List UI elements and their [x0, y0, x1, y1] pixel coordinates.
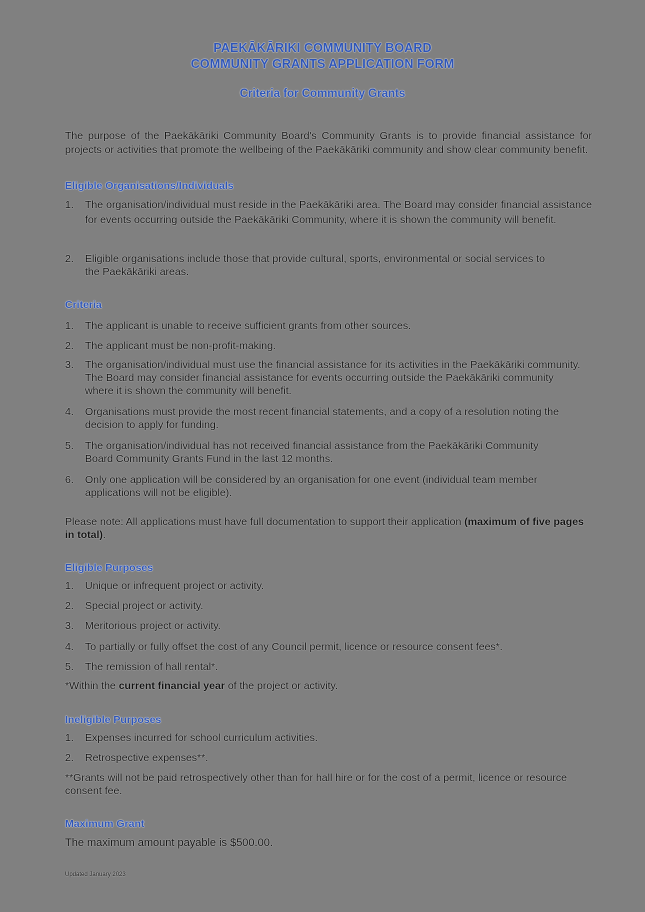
subtitle: Criteria for Community Grants: [239, 88, 406, 100]
item-text: Organisations must provide the most recent financial statements, and a copy of a resolution noting the decision to apply for funding.: [85, 406, 559, 431]
list-item: [65, 359, 592, 398]
item-text: To partially or fully offset the cost of any Council permit, licence or resource consent fees*.: [85, 641, 503, 653]
item-number: 2.: [65, 600, 74, 612]
heading-eligible-organisations: Eligible Organisations/Individuals: [65, 180, 234, 192]
item-number: 1.: [65, 320, 74, 332]
list-item: [65, 661, 592, 674]
note-emphasis: (maximum of five pages in total): [65, 516, 584, 541]
item-text: Meritorious project or activity.: [85, 620, 221, 632]
item-text: Expenses incurred for school curriculum activities.: [85, 732, 318, 744]
item-number: 2.: [65, 340, 74, 352]
item-number: 2.: [65, 253, 74, 265]
item-text: The applicant must be non-profit-making.: [85, 340, 276, 352]
item-text: Only one application will be considered by an organisation for one event (individual team member applications will not be eligible).: [85, 474, 538, 499]
title-line-2: COMMUNITY GRANTS APPLICATION FORM: [190, 57, 455, 71]
eligible-purposes-footnote: [65, 680, 592, 693]
item-text: The remission of hall rental*.: [85, 661, 219, 673]
item-text: The applicant is unable to receive sufficient grants from other sources.: [85, 320, 412, 332]
item-number: 6.: [65, 474, 74, 486]
item-text: Special project or activity.: [85, 600, 204, 612]
list-item: [65, 600, 592, 613]
list-item: [65, 198, 592, 227]
item-text: Retrospective expenses**.: [85, 752, 209, 764]
list-item: [65, 620, 592, 633]
footnote-emphasis: current financial year: [118, 680, 225, 692]
heading-eligible-purposes: Eligible Purposes: [65, 562, 154, 574]
list-item: [65, 732, 592, 745]
footnote-text: *Within the: [65, 680, 119, 692]
item-number: 5.: [65, 661, 74, 673]
list-item: [65, 474, 592, 500]
item-number: 2.: [65, 752, 74, 764]
note-suffix: .: [102, 529, 106, 541]
item-number: 4.: [65, 406, 74, 418]
item-number: 4.: [65, 641, 74, 653]
title-line-1: PAEKĀKĀRIKI COMMUNITY BOARD: [213, 41, 432, 55]
list-item: [65, 320, 592, 333]
heading-criteria: Criteria: [65, 299, 102, 311]
note-text: Please note: All applications must have full documentation to support their application: [65, 516, 465, 528]
intro-paragraph: The purpose of the Paekākāriki Community Board's Community Grants is to provide financial assistance for projects or activities that promote the wellbeing of the Paekākāriki community and show clear community benefit.: [65, 130, 592, 156]
item-number: 1.: [65, 199, 74, 211]
list-item: [65, 253, 592, 279]
item-number: 3.: [65, 620, 74, 632]
list-item: [65, 440, 592, 466]
item-number: 5.: [65, 440, 74, 452]
item-number: 1.: [65, 732, 74, 744]
item-text: Eligible organisations include those that provide cultural, sports, environmental or social services to the Paekākāriki areas.: [85, 253, 545, 278]
item-number: 1.: [65, 580, 74, 592]
list-item: [65, 580, 592, 593]
item-text: Unique or infrequent project or activity.: [85, 580, 264, 592]
documentation-note: [65, 516, 585, 542]
item-text: The organisation/individual must reside in the Paekākāriki area. The Board may consider financial assistance for events occurring outside the Paekākāriki Community, where it is shown the community will benefit.: [85, 199, 592, 226]
maximum-grant-text: The maximum amount payable is $500.00.: [65, 837, 273, 849]
heading-maximum-grant: Maximum Grant: [65, 818, 145, 830]
list-item: [65, 406, 592, 432]
heading-ineligible-purposes: Ineligible Purposes: [65, 714, 162, 726]
ineligible-purposes-footnote: **Grants will not be paid retrospectively other than for hall hire or for the cost of a permit, licence or resource consent fee.: [65, 772, 567, 797]
item-text: The organisation/individual has not received financial assistance from the Paekākāriki Community Board Community Grants Fund in the last 12 months.: [85, 440, 539, 465]
footnote-suffix: of the project or activity.: [224, 680, 338, 692]
item-text: The organisation/individual must use the financial assistance for its activities in the Paekākāriki community. The Board may consider financial assistance for events occurring outside the Paekākāriki community where it is shown the community will benefit.: [85, 359, 581, 397]
updated-date: Updated January 2023: [65, 872, 126, 878]
list-item: [65, 340, 592, 353]
item-number: 3.: [65, 359, 74, 371]
list-item: [65, 641, 592, 654]
list-item: [65, 752, 592, 765]
